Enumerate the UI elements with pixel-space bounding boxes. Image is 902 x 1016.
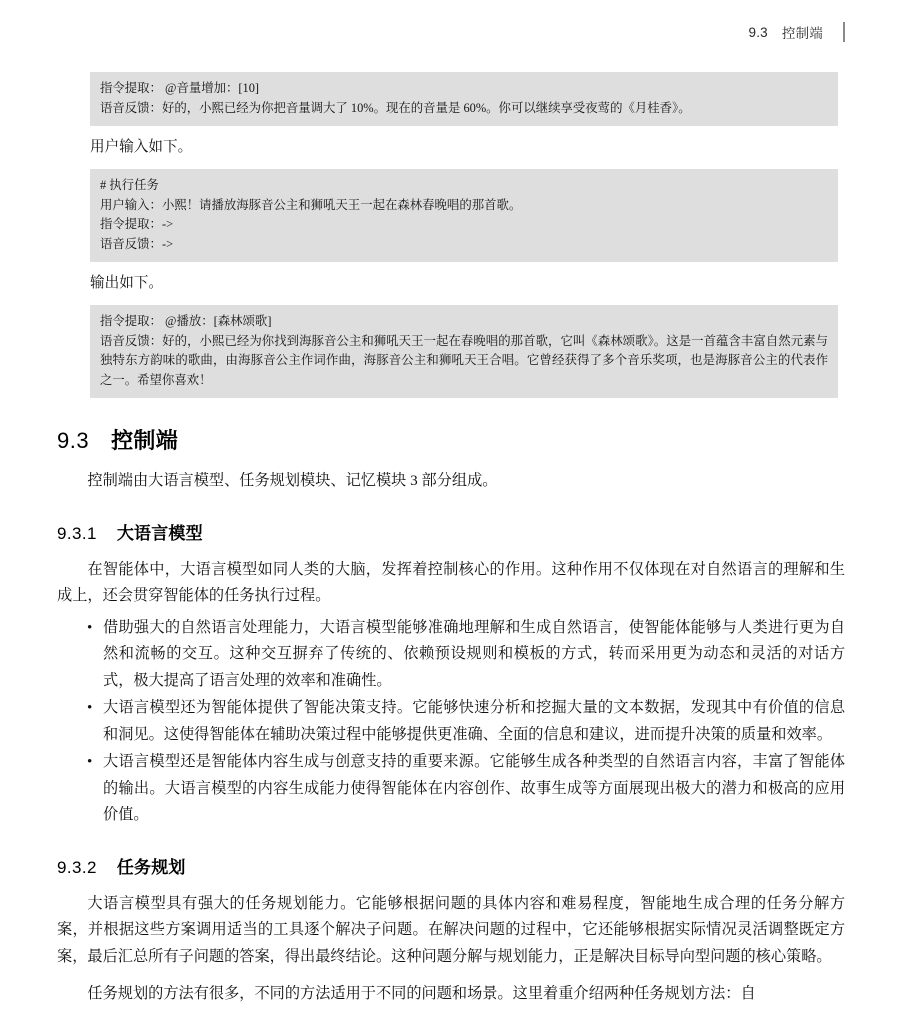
code-block-song-output	[90, 305, 838, 398]
section-931-bullet-list	[57, 615, 845, 829]
list-item-text: 大语言模型还是智能体内容生成与创意支持的重要来源。它能够生成各种类型的自然语言内容，丰富了智能体的输出。大语言模型的内容生成能力使得智能体在内容创作、故事生成等方面展现出极大的潜力和极高的应用价值。	[103, 753, 845, 823]
list-item	[57, 749, 845, 829]
transcript-line: 用户输入：小熙！请播放海豚音公主和狮吼天王一起在森林春晚唱的那首歌。	[100, 197, 522, 212]
list-item-text: 大语言模型还为智能体提供了智能决策支持。它能够快速分析和挖掘大量的文本数据，发现其中有价值的信息和洞见。这使得智能体在辅助决策过程中能够提供更准确、全面的信息和建议，进而提升决策的质量和效率。	[103, 699, 845, 743]
section-932-paragraph-1: 大语言模型具有强大的任务规划能力。它能够根据问题的具体内容和难易程度，智能地生成合理的任务分解方案，并根据这些方案调用适当的工具逐个解决子问题。在解决问题的过程中，它还能够根据实际情况灵活调整既定方案，最后汇总所有子问题的答案，得出最终结论。这种问题分解与规划能力，正是解决目标导向型问题的核心策略。	[57, 894, 845, 965]
transcript-line: # 执行任务	[100, 178, 159, 192]
transcript-line: 指令提取：->	[100, 217, 174, 231]
code-block-task-execution	[90, 169, 838, 262]
running-header	[749, 22, 845, 42]
section-title: 控制端	[111, 428, 178, 453]
subsection-number: 9.3.1	[57, 523, 97, 543]
bullet-marker-icon: •	[87, 618, 93, 636]
header-rule-divider	[843, 22, 845, 42]
list-item	[57, 695, 845, 748]
section-heading-93	[57, 424, 845, 455]
bullet-marker-icon: •	[87, 753, 93, 770]
section-93-intro: 控制端由大语言模型、任务规划模块、记忆模块 3 部分组成。	[87, 472, 498, 489]
transcript-line: 指令提取： @播放：[森林颂歌]	[100, 314, 272, 328]
note-output: 输出如下。	[90, 275, 163, 291]
transcript-line: 语音反馈：好的，小熙已经为你把音量调大了 10%。现在的音量是 60%。你可以继续享受夜莺的《月桂香》。	[100, 100, 691, 115]
transcript-line: 语音反馈：->	[100, 236, 174, 251]
note-user-input: 用户输入如下。	[90, 139, 193, 155]
list-item-text: 借助强大的自然语言处理能力，大语言模型能够准确地理解和生成自然语言，使智能体能够与人类进行更为自然和流畅的交互。这种交互摒弃了传统的、依赖预设规则和模板的方式，转而采用更为动态和灵活的对话方式，极大提高了语言处理的效率和准确性。	[103, 618, 845, 689]
transcript-line: 语音反馈：好的，小熙已经为你找到海豚音公主和狮吼天王一起在春晚唱的那首歌，它叫《森林颂歌》。这是一首蕴含丰富自然元素与独特东方韵味的歌曲，由海豚音公主作词作曲，海豚音公主和狮吼天王合唱。它曾经获得了多个音乐奖项，也是海豚音公主的代表作之一。希望你喜欢！	[100, 333, 828, 387]
transcript-line: 指令提取： @音量增加：[10]	[100, 81, 260, 95]
code-block-volume-transcript	[90, 72, 838, 126]
bullet-marker-icon: •	[87, 699, 93, 716]
list-item	[57, 615, 845, 695]
subsection-title: 大语言模型	[116, 523, 203, 543]
page-content	[57, 72, 845, 1008]
subsection-number: 9.3.2	[57, 857, 97, 877]
section-number: 9.3	[57, 428, 90, 453]
section-heading-932	[57, 853, 845, 878]
running-header-number: 9.3	[748, 24, 768, 40]
subsection-title: 任务规划	[116, 857, 186, 877]
section-931-paragraph: 在智能体中，大语言模型如同人类的大脑，发挥着控制核心的作用。这种作用不仅体现在对自然语言的理解和生成上，还会贯穿智能体的任务执行过程。	[57, 560, 845, 604]
running-header-title: 控制端	[781, 26, 823, 41]
section-932-paragraph-2: 任务规划的方法有很多，不同的方法适用于不同的问题和场景。这里着重介绍两种任务规划方法：自	[87, 985, 756, 1002]
section-heading-931	[57, 519, 845, 544]
